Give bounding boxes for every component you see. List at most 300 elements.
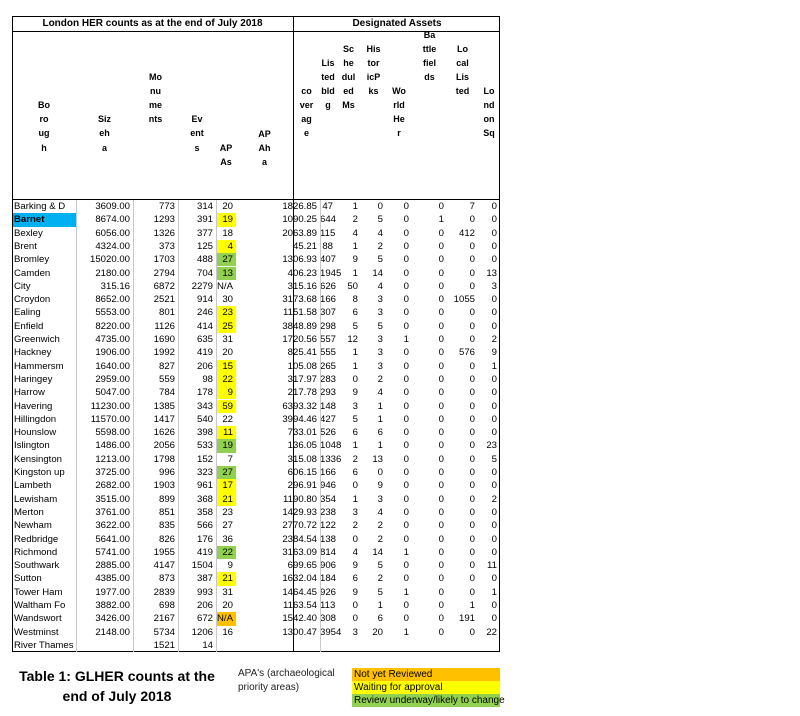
cell-listed: 88 (322, 240, 333, 252)
cell-world: 0 (403, 467, 409, 478)
cell-coverage: 136.05 (287, 440, 317, 452)
cell-apas: 21 (216, 572, 236, 585)
cell-local: 0 (469, 440, 475, 452)
cell-coverage: 315.16 (287, 280, 317, 292)
cell-coverage: 606.15 (287, 467, 317, 478)
cell-borough: River Thames (14, 639, 74, 651)
cell-listed: 626 (320, 280, 337, 292)
cell-sched: 6 (352, 427, 358, 439)
cell-parks: 3 (377, 294, 383, 306)
cell-size: 3622.00 (95, 520, 130, 532)
cell-world: 0 (403, 573, 409, 585)
cell-monuments: 996 (158, 467, 175, 478)
cell-world: 0 (403, 360, 409, 372)
cell-parks: 4 (377, 227, 383, 239)
cell-sched: 1 (352, 347, 358, 359)
cell-events: 125 (196, 240, 213, 252)
cell-coverage: 1300.47 (282, 626, 317, 638)
cell-sched: 0 (352, 480, 358, 492)
cell-borough: Redbridge (14, 533, 59, 545)
cell-squares: 0 (491, 427, 497, 439)
cell-events: 635 (196, 334, 213, 345)
cell-local: 0 (469, 533, 475, 545)
cell-size: 4735.00 (95, 334, 130, 345)
cell-squares: 13 (486, 267, 497, 279)
column-header-london_sq: LondonSq (483, 86, 495, 139)
cell-coverage: 406.23 (287, 267, 317, 279)
cell-monuments: 2794 (153, 267, 175, 279)
cell-monuments: 827 (158, 360, 175, 372)
cell-apas: 16 (222, 626, 233, 638)
cell-coverage: 1090.25 (282, 214, 317, 226)
cell-battle: 0 (438, 400, 444, 412)
cell-battle: 0 (438, 294, 444, 306)
cell-battle: 0 (438, 440, 444, 452)
cell-listed: 427 (320, 413, 337, 425)
cell-events: 176 (196, 533, 213, 545)
cell-local: 412 (458, 227, 475, 239)
cell-monuments: 1521 (153, 639, 175, 651)
cell-battle: 0 (438, 240, 444, 252)
cell-events: 343 (196, 400, 213, 412)
cell-squares: 2 (491, 493, 497, 505)
cell-coverage: 2770.72 (282, 520, 317, 532)
cell-battle: 0 (438, 453, 444, 465)
cell-size: 3609.00 (95, 201, 130, 212)
cell-squares: 0 (491, 240, 497, 252)
cell-size: 4385.00 (95, 573, 130, 585)
cell-local: 0 (469, 560, 475, 572)
cell-battle: 0 (438, 413, 444, 425)
table-title: London HER counts as at the end of July 2018 (12, 16, 293, 32)
cell-borough: Enfield (14, 320, 44, 332)
cell-sched: 1 (352, 360, 358, 372)
cell-local: 0 (469, 493, 475, 505)
cell-monuments: 1626 (153, 427, 175, 439)
cell-monuments: 1417 (153, 413, 175, 425)
cell-apas: 4 (216, 240, 236, 253)
cell-apas: 20 (222, 347, 233, 359)
cell-sched: 1 (352, 267, 358, 279)
cell-squares: 5 (491, 453, 497, 465)
cell-squares: 3 (491, 280, 497, 292)
cell-sched: 1 (352, 201, 358, 212)
cell-size: 2148.00 (95, 626, 130, 638)
cell-apas: N/A (217, 280, 233, 292)
cell-coverage: 1720.56 (282, 334, 317, 345)
cell-size: 2959.00 (95, 373, 130, 385)
cell-listed: 354 (320, 493, 337, 505)
column-header-local_listed: LocalListed (455, 43, 470, 97)
cell-world: 0 (403, 506, 409, 518)
legend-item: Not yet Reviewed (352, 668, 500, 681)
cell-world: 0 (403, 440, 409, 452)
cell-world: 0 (403, 307, 409, 319)
cell-world: 1 (403, 546, 409, 558)
cell-size: 2885.00 (95, 560, 130, 572)
cell-borough: Bexley (14, 227, 43, 239)
cell-events: 993 (196, 586, 213, 598)
cell-apas: 7 (227, 453, 233, 465)
cell-size: 3761.00 (95, 506, 130, 518)
cell-listed: 138 (320, 533, 337, 545)
column-header-apa_ha: APAha (258, 128, 271, 167)
cell-squares: 0 (491, 613, 497, 625)
cell-local: 0 (469, 626, 475, 638)
cell-monuments: 773 (158, 201, 175, 212)
cell-borough: Barnet (12, 213, 76, 226)
cell-monuments: 835 (158, 520, 175, 532)
cell-borough: Wandswort (14, 613, 62, 625)
grid-line (133, 199, 134, 652)
cell-events: 1504 (191, 560, 213, 572)
cell-parks: 2 (377, 373, 383, 385)
cell-squares: 0 (491, 546, 497, 558)
cell-coverage: 296.91 (287, 480, 317, 492)
cell-borough: Lewisham (14, 493, 58, 505)
cell-events: 961 (196, 480, 213, 492)
cell-sched: 4 (352, 227, 358, 239)
cell-parks: 5 (377, 320, 383, 332)
cell-battle: 0 (438, 493, 444, 505)
cell-borough: Bromley (14, 254, 50, 266)
grid-line (320, 199, 321, 652)
cell-parks: 4 (377, 506, 383, 518)
column-header-hist_pks: HistoricPks (366, 43, 381, 97)
cell-borough: Hammersm (14, 360, 64, 372)
cell-parks: 1 (377, 440, 383, 452)
cell-apas: 11 (216, 426, 236, 439)
cell-local: 0 (469, 254, 475, 266)
cell-battle: 0 (438, 467, 444, 478)
cell-battle: 0 (438, 546, 444, 558)
cell-borough: Hackney (14, 347, 52, 359)
cell-squares: 0 (491, 573, 497, 585)
cell-world: 0 (403, 320, 409, 332)
cell-listed: 308 (320, 613, 337, 625)
cell-monuments: 1293 (153, 214, 175, 226)
cell-sched: 0 (352, 533, 358, 545)
cell-local: 7 (469, 201, 475, 212)
cell-events: 391 (196, 214, 213, 226)
cell-local: 0 (469, 427, 475, 439)
cell-borough: Westminst (14, 626, 59, 638)
cell-local: 1 (469, 600, 475, 611)
cell-size: 1486.00 (95, 440, 130, 452)
cell-monuments: 801 (158, 307, 175, 319)
legend-item: Review underway/likely to change (354, 695, 505, 706)
cell-events: 387 (196, 573, 213, 585)
cell-coverage: 3163.09 (282, 546, 317, 558)
cell-events: 672 (196, 613, 213, 625)
cell-squares: 0 (491, 520, 497, 532)
cell-events: 323 (196, 467, 213, 478)
grid-line (216, 199, 217, 652)
cell-squares: 1 (491, 586, 497, 598)
cell-parks: 3 (377, 360, 383, 372)
cell-apas: 31 (222, 334, 233, 345)
cell-battle: 0 (438, 520, 444, 532)
cell-local: 576 (458, 347, 475, 359)
cell-battle: 0 (438, 427, 444, 439)
cell-squares: 0 (491, 387, 497, 399)
cell-parks: 4 (377, 280, 383, 292)
cell-local: 0 (469, 520, 475, 532)
cell-world: 0 (403, 560, 409, 572)
cell-listed: 283 (320, 373, 337, 385)
cell-size: 5598.00 (95, 427, 130, 439)
cell-listed: 184 (320, 573, 337, 585)
cell-parks: 1 (377, 600, 383, 611)
cell-parks: 9 (377, 480, 383, 492)
cell-world: 0 (403, 280, 409, 292)
cell-world: 0 (403, 493, 409, 505)
cell-sched: 2 (352, 214, 358, 226)
cell-local: 0 (469, 240, 475, 252)
cell-borough: Havering (14, 400, 53, 412)
column-header-monuments: Monuments (148, 72, 163, 125)
cell-sched: 5 (352, 320, 358, 332)
column-header-listed_bldg: Listedbldg (321, 58, 335, 111)
cell-local: 0 (469, 334, 475, 345)
cell-listed: 238 (320, 506, 337, 518)
cell-monuments: 1385 (153, 400, 175, 412)
cell-sched: 2 (352, 520, 358, 532)
cell-world: 0 (403, 267, 409, 279)
cell-events: 206 (196, 600, 213, 611)
cell-parks: 6 (377, 427, 383, 439)
cell-events: 14 (202, 639, 213, 651)
cell-squares: 0 (491, 227, 497, 239)
cell-borough: Sutton (14, 573, 42, 585)
cell-world: 1 (403, 586, 409, 598)
cell-listed: 644 (320, 214, 337, 226)
cell-battle: 0 (438, 307, 444, 319)
cell-battle: 0 (438, 334, 444, 345)
cell-coverage: 825.41 (287, 347, 317, 359)
cell-sched: 0 (352, 600, 358, 611)
cell-size: 3515.00 (95, 493, 130, 505)
cell-parks: 5 (377, 586, 383, 598)
cell-listed: 555 (320, 347, 337, 359)
cell-events: 704 (196, 267, 213, 279)
cell-events: 566 (196, 520, 213, 532)
cell-size: 4324.00 (95, 240, 130, 252)
cell-world: 0 (403, 214, 409, 226)
cell-local: 0 (469, 586, 475, 598)
cell-size: 8220.00 (95, 320, 130, 332)
cell-listed: 407 (320, 254, 337, 266)
cell-parks: 1 (377, 400, 383, 412)
cell-monuments: 2839 (153, 586, 175, 598)
cell-coverage: 1542.40 (282, 613, 317, 625)
cell-squares: 0 (491, 400, 497, 412)
cell-world: 0 (403, 373, 409, 385)
cell-listed: 166 (320, 467, 337, 478)
cell-world: 1 (403, 334, 409, 345)
cell-sched: 9 (352, 387, 358, 399)
cell-battle: 0 (438, 254, 444, 266)
cell-coverage: 1163.54 (283, 600, 317, 611)
cell-events: 314 (196, 201, 213, 212)
cell-apas: 36 (222, 533, 233, 545)
cell-battle: 0 (438, 560, 444, 572)
cell-squares: 2 (491, 334, 497, 345)
cell-world: 0 (403, 347, 409, 359)
column-header-coverage: coverage (299, 86, 314, 139)
cell-local: 0 (469, 280, 475, 292)
cell-borough: Richmond (14, 546, 58, 558)
cell-coverage: 1151.58 (283, 307, 317, 319)
cell-listed: 148 (320, 400, 337, 412)
cell-battle: 0 (438, 613, 444, 625)
cell-listed: 1945 (320, 267, 342, 279)
cell-events: 914 (196, 294, 213, 306)
cell-parks: 3 (377, 307, 383, 319)
cell-squares: 0 (491, 467, 497, 478)
cell-size: 3882.00 (95, 600, 130, 611)
cell-coverage: 2384.54 (282, 533, 317, 545)
cell-borough: Hounslow (14, 427, 57, 439)
designated-assets-title: Designated Assets (293, 16, 500, 32)
cell-sched: 9 (352, 560, 358, 572)
cell-squares: 23 (486, 440, 497, 452)
cell-borough: Croydon (14, 294, 51, 306)
cell-world: 0 (403, 520, 409, 532)
cell-world: 0 (403, 294, 409, 306)
cell-sched: 3 (352, 626, 358, 638)
cell-parks: 0 (377, 201, 383, 212)
cell-local: 1055 (453, 294, 475, 306)
cell-squares: 0 (491, 320, 497, 332)
cell-parks: 4 (377, 387, 383, 399)
cell-listed: 113 (320, 600, 336, 611)
cell-local: 0 (469, 506, 475, 518)
cell-sched: 0 (352, 613, 358, 625)
cell-squares: 0 (491, 201, 497, 212)
cell-size: 5047.00 (95, 387, 130, 399)
cell-sched: 50 (347, 280, 358, 292)
cell-sched: 1 (352, 493, 358, 505)
cell-world: 0 (403, 254, 409, 266)
cell-apas: 25 (216, 320, 236, 333)
cell-borough: Kensington (14, 453, 63, 465)
cell-borough: Barking & D (14, 201, 66, 212)
cell-sched: 0 (352, 373, 358, 385)
cell-size: 1640.00 (95, 360, 130, 372)
cell-world: 0 (403, 201, 409, 212)
cell-squares: 0 (491, 307, 497, 319)
cell-squares: 1 (491, 360, 497, 372)
cell-monuments: 826 (158, 533, 175, 545)
cell-listed: 307 (320, 307, 337, 319)
cell-listed: 47 (322, 201, 333, 212)
cell-battle: 0 (438, 586, 444, 598)
cell-coverage: 317.97 (287, 373, 317, 385)
cell-battle: 0 (438, 387, 444, 399)
cell-listed: 814 (320, 546, 337, 558)
cell-local: 0 (469, 480, 475, 492)
cell-listed: 293 (320, 387, 337, 399)
cell-apas: 18 (222, 227, 233, 239)
cell-borough: Southwark (14, 560, 60, 572)
cell-squares: 0 (491, 506, 497, 518)
cell-squares: 0 (491, 254, 497, 266)
cell-battle: 0 (438, 533, 444, 545)
cell-sched: 9 (352, 586, 358, 598)
cell-monuments: 899 (158, 493, 175, 505)
cell-apas: 20 (222, 201, 233, 212)
cell-size: 2682.00 (95, 480, 130, 492)
cell-events: 98 (202, 373, 213, 385)
cell-borough: Greenwich (14, 334, 60, 345)
cell-coverage: 3994.46 (282, 413, 317, 425)
cell-battle: 0 (438, 480, 444, 492)
grid-line (12, 199, 500, 200)
cell-squares: 11 (487, 560, 497, 572)
cell-sched: 12 (347, 334, 358, 345)
cell-apas: N/A (216, 612, 236, 625)
cell-apas: 9 (216, 386, 236, 399)
cell-world: 0 (403, 613, 409, 625)
cell-monuments: 851 (158, 506, 175, 518)
column-header-battlefields: Battlefields (422, 29, 437, 83)
cell-borough: Camden (14, 267, 51, 279)
cell-battle: 0 (438, 573, 444, 585)
cell-monuments: 873 (158, 573, 175, 585)
cell-monuments: 1798 (153, 453, 175, 465)
cell-sched: 1 (352, 440, 358, 452)
cell-size: 5641.00 (95, 533, 130, 545)
cell-events: 246 (196, 307, 213, 319)
cell-borough: Harrow (14, 387, 45, 399)
cell-parks: 3 (377, 493, 383, 505)
legend-item: Waiting for approval (352, 681, 500, 694)
cell-monuments: 1126 (154, 320, 175, 332)
cell-borough: Ealing (14, 307, 41, 319)
cell-world: 0 (403, 387, 409, 399)
cell-size: 15020.00 (89, 254, 130, 266)
cell-apas: 21 (216, 493, 236, 506)
cell-apas: 23 (216, 306, 236, 319)
cell-apas: 27 (222, 520, 233, 532)
table-caption: Table 1: GLHER counts at the end of July 2018 (19, 668, 215, 704)
cell-sched: 2 (352, 453, 358, 465)
cell-world: 0 (403, 400, 409, 412)
cell-parks: 20 (372, 626, 383, 638)
cell-sched: 4 (352, 546, 358, 558)
cell-size: 1977.00 (95, 586, 130, 598)
cell-size: 1213.00 (95, 453, 130, 465)
cell-parks: 2 (377, 240, 383, 252)
cell-borough: Hillingdon (14, 413, 57, 425)
cell-parks: 5 (377, 560, 383, 572)
cell-parks: 14 (372, 267, 383, 279)
cell-local: 0 (469, 573, 475, 585)
cell-size: 2180.00 (95, 267, 130, 279)
cell-monuments: 5734 (153, 626, 175, 638)
cell-battle: 0 (438, 347, 444, 359)
cell-events: 398 (196, 427, 213, 439)
cell-local: 0 (469, 320, 475, 332)
cell-coverage: 699.65 (287, 560, 317, 572)
cell-borough: Kingston up (14, 467, 65, 478)
cell-borough: Brent (14, 240, 37, 252)
cell-borough: Haringey (14, 373, 53, 385)
cell-listed: 526 (320, 427, 337, 439)
cell-size: 3725.00 (95, 467, 130, 478)
cell-world: 0 (403, 453, 409, 465)
